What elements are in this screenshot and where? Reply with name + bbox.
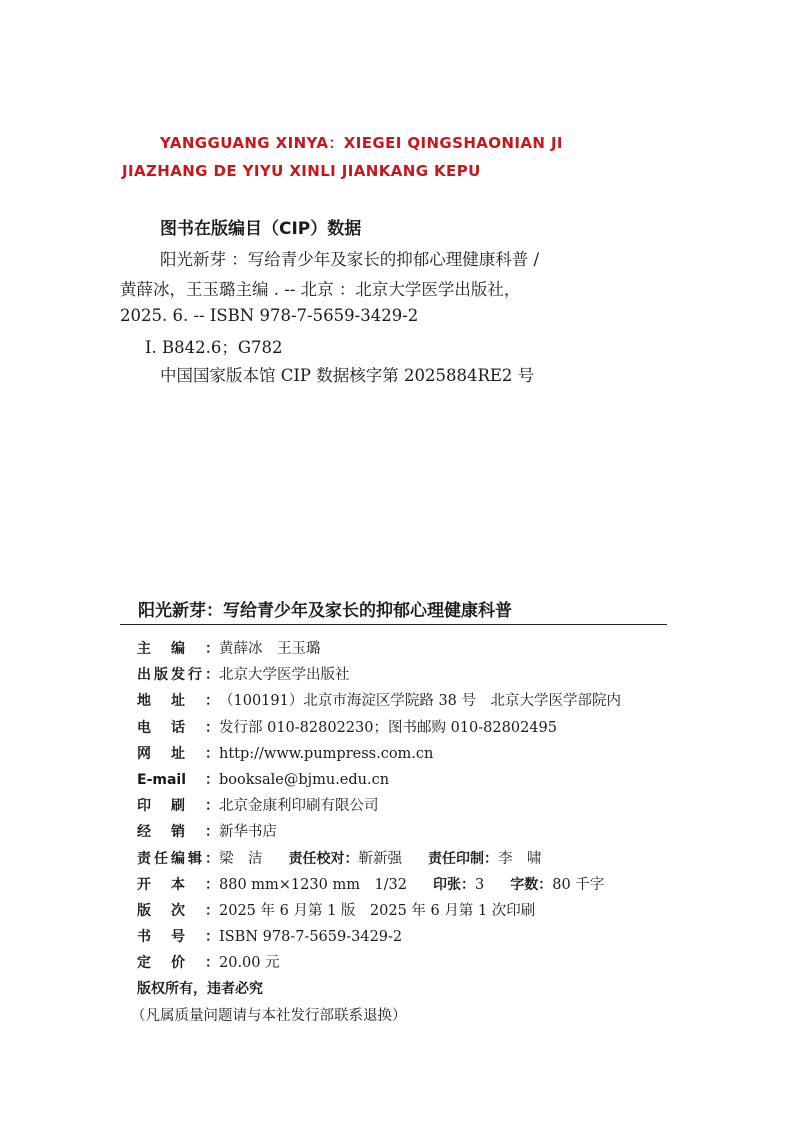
imprint-rows xyxy=(131,636,697,1029)
value-proofreader: 靳新强 xyxy=(358,850,402,867)
label-editor: 主编： xyxy=(137,641,219,657)
label-email: E-mail： xyxy=(137,771,219,788)
label-website: 网址： xyxy=(137,745,219,762)
label-publisher: 出版发行： xyxy=(137,667,219,684)
label-responsible-editor: 责任编辑： xyxy=(137,850,219,867)
value-printer: 北京金康利印刷有限公司 xyxy=(219,798,379,815)
label-edition: 版次： xyxy=(137,902,219,919)
spacer xyxy=(402,846,428,872)
book-title: 阳光新芽：写给青少年及家长的抑郁心理健康科普 xyxy=(138,601,512,621)
cip-line-title: 阳光新芽 ：写给青少年及家长的抑郁心理健康科普 / xyxy=(160,250,540,269)
value-price: 20.00 元 xyxy=(219,955,280,972)
label-print-supervisor: 责任印制： xyxy=(428,850,498,867)
row-editor xyxy=(137,636,697,662)
label-word-count: 字数： xyxy=(510,876,553,893)
row-format xyxy=(137,872,697,898)
cip-line-isbn: 2025. 6. -- ISBN 978-7-5659-3429-2 xyxy=(120,306,419,325)
value-print-supervisor: 李 啸 xyxy=(498,850,542,867)
row-price xyxy=(137,950,697,976)
value-email[interactable]: booksale@bjmu.edu.cn xyxy=(219,771,390,788)
cip-line-classification: Ⅰ. B842.6；G782 xyxy=(145,338,283,357)
value-edition: 2025 年 6 月第 1 版 2025 年 6 月第 1 次印刷 xyxy=(219,902,536,919)
row-website xyxy=(137,741,697,767)
row-edition xyxy=(137,898,697,924)
label-isbn: 书号： xyxy=(137,929,219,946)
cip-heading: 图书在版编目（CIP）数据 xyxy=(160,219,362,239)
value-sheets: 3 xyxy=(475,876,485,893)
label-address: 地址： xyxy=(137,693,219,710)
value-website[interactable]: http://www.pumpress.com.cn xyxy=(219,745,434,762)
copyright-notice: 版权所有，违者必究 xyxy=(137,981,263,998)
label-sheets: 印张： xyxy=(433,876,476,893)
value-address: （100191）北京市海淀区学院路 38 号 北京大学医学部院内 xyxy=(219,693,622,710)
label-printer: 印刷： xyxy=(137,798,219,815)
pinyin-title-line-2: JIAZHANG DE YIYU XINLI JIANKANG KEPU xyxy=(122,162,481,180)
row-phone xyxy=(137,715,697,741)
spacer xyxy=(484,872,510,898)
value-distributor: 新华书店 xyxy=(219,824,277,841)
value-format: 880 mm×1230 mm 1/32 xyxy=(219,876,408,893)
cip-line-record-number: 中国国家版本馆 CIP 数据核字第 2025884RE2 号 xyxy=(160,366,535,385)
pinyin-title-line-1: YANGGUANG XINYA：XIEGEI QINGSHAONIAN JI xyxy=(160,134,563,152)
label-price: 定价： xyxy=(137,955,219,972)
row-isbn xyxy=(137,924,697,950)
label-phone: 电话： xyxy=(137,719,219,736)
value-responsible-editor: 梁 洁 xyxy=(219,850,263,867)
row-email xyxy=(137,767,697,793)
row-responsible xyxy=(137,846,697,872)
value-word-count: 80 千字 xyxy=(552,876,605,893)
row-publisher xyxy=(137,662,697,688)
divider-line xyxy=(120,624,667,625)
row-distributor xyxy=(137,819,697,845)
spacer xyxy=(263,846,289,872)
value-editor: 黄薛冰 王玉璐 xyxy=(219,641,321,657)
return-policy-note: （凡属质量问题请与本社发行部联系退换） xyxy=(131,1007,407,1024)
value-phone: 发行部 010-82802230；图书邮购 010-82802495 xyxy=(219,719,557,736)
cip-line-authors: 黄薛冰，王玉璐主编 . -- 北京 ：北京大学医学出版社， xyxy=(120,280,521,299)
row-address xyxy=(137,688,697,714)
label-distributor: 经销： xyxy=(137,824,219,841)
spacer xyxy=(407,872,433,898)
label-format: 开本： xyxy=(137,876,219,893)
label-proofreader: 责任校对： xyxy=(288,850,359,867)
value-isbn: ISBN 978-7-5659-3429-2 xyxy=(219,929,403,946)
value-publisher: 北京大学医学出版社 xyxy=(219,667,350,684)
row-printer xyxy=(137,793,697,819)
